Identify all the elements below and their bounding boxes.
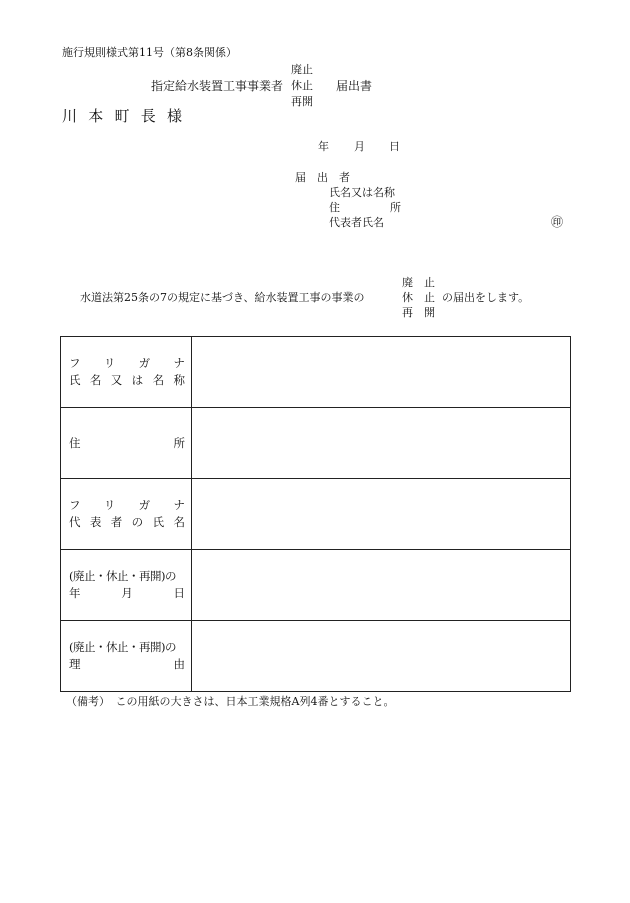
title-option-kyushi: 休止: [291, 79, 313, 92]
title-option-saikai: 再開: [291, 95, 313, 108]
row-label: (廃止・休止・再開)の 理 由: [69, 640, 185, 671]
row-label: 住 所: [69, 435, 185, 450]
notifier-name-label: 氏名又は名称: [329, 186, 395, 199]
statement-text-after: の届出をします。: [442, 291, 530, 304]
label-cell-address: [61, 408, 192, 479]
title-prefix: 指定給水装置工事事業者: [151, 79, 284, 93]
date-day: 日: [389, 140, 400, 153]
date-year: 年: [318, 140, 329, 153]
table-row: [61, 621, 571, 692]
form-number: 施行規則様式第11号（第8条関係）: [62, 46, 237, 59]
table-row: [61, 550, 571, 621]
row-label: フ リ ガ ナ 代 表 者 の 氏 名: [69, 498, 185, 529]
value-cell-name[interactable]: [192, 337, 571, 408]
label-cell-furigana-representative: [61, 479, 192, 550]
statement-option-saikai: 再 開: [402, 306, 435, 319]
seal-mark: ㊞: [551, 215, 564, 229]
table-row: [61, 337, 571, 408]
statement-option-haishi: 廃 止: [402, 276, 435, 289]
statement-text: 水道法第25条の7の規定に基づき、給水装置工事の事業の: [80, 291, 365, 304]
value-cell-address[interactable]: [192, 408, 571, 479]
value-cell-date[interactable]: [192, 550, 571, 621]
remark-note: （備考） この用紙の大きさは、日本工業規格A列4番とすること。: [66, 695, 395, 708]
row-label: (廃止・休止・再開)の 年 月 日: [69, 569, 185, 600]
title-option-haishi: 廃止: [291, 63, 313, 76]
label-cell-date: [61, 550, 192, 621]
label-cell-furigana-name: [61, 337, 192, 408]
notifier-representative-label: 代表者氏名: [329, 216, 384, 229]
table-row: [61, 408, 571, 479]
table-row: [61, 479, 571, 550]
statement-option-kyushi: 休 止: [402, 291, 435, 304]
date-month: 月: [354, 140, 365, 153]
title-suffix: 届出書: [336, 79, 373, 93]
notifier-heading: 届 出 者: [295, 171, 350, 184]
form-table: [60, 336, 571, 692]
value-cell-reason[interactable]: [192, 621, 571, 692]
row-label: フ リ ガ ナ 氏 名 又 は 名 称: [69, 356, 185, 387]
addressee: 川 本 町 長 様: [62, 107, 182, 125]
notifier-address-label: 住 所: [329, 201, 401, 214]
value-cell-representative[interactable]: [192, 479, 571, 550]
label-cell-reason: [61, 621, 192, 692]
